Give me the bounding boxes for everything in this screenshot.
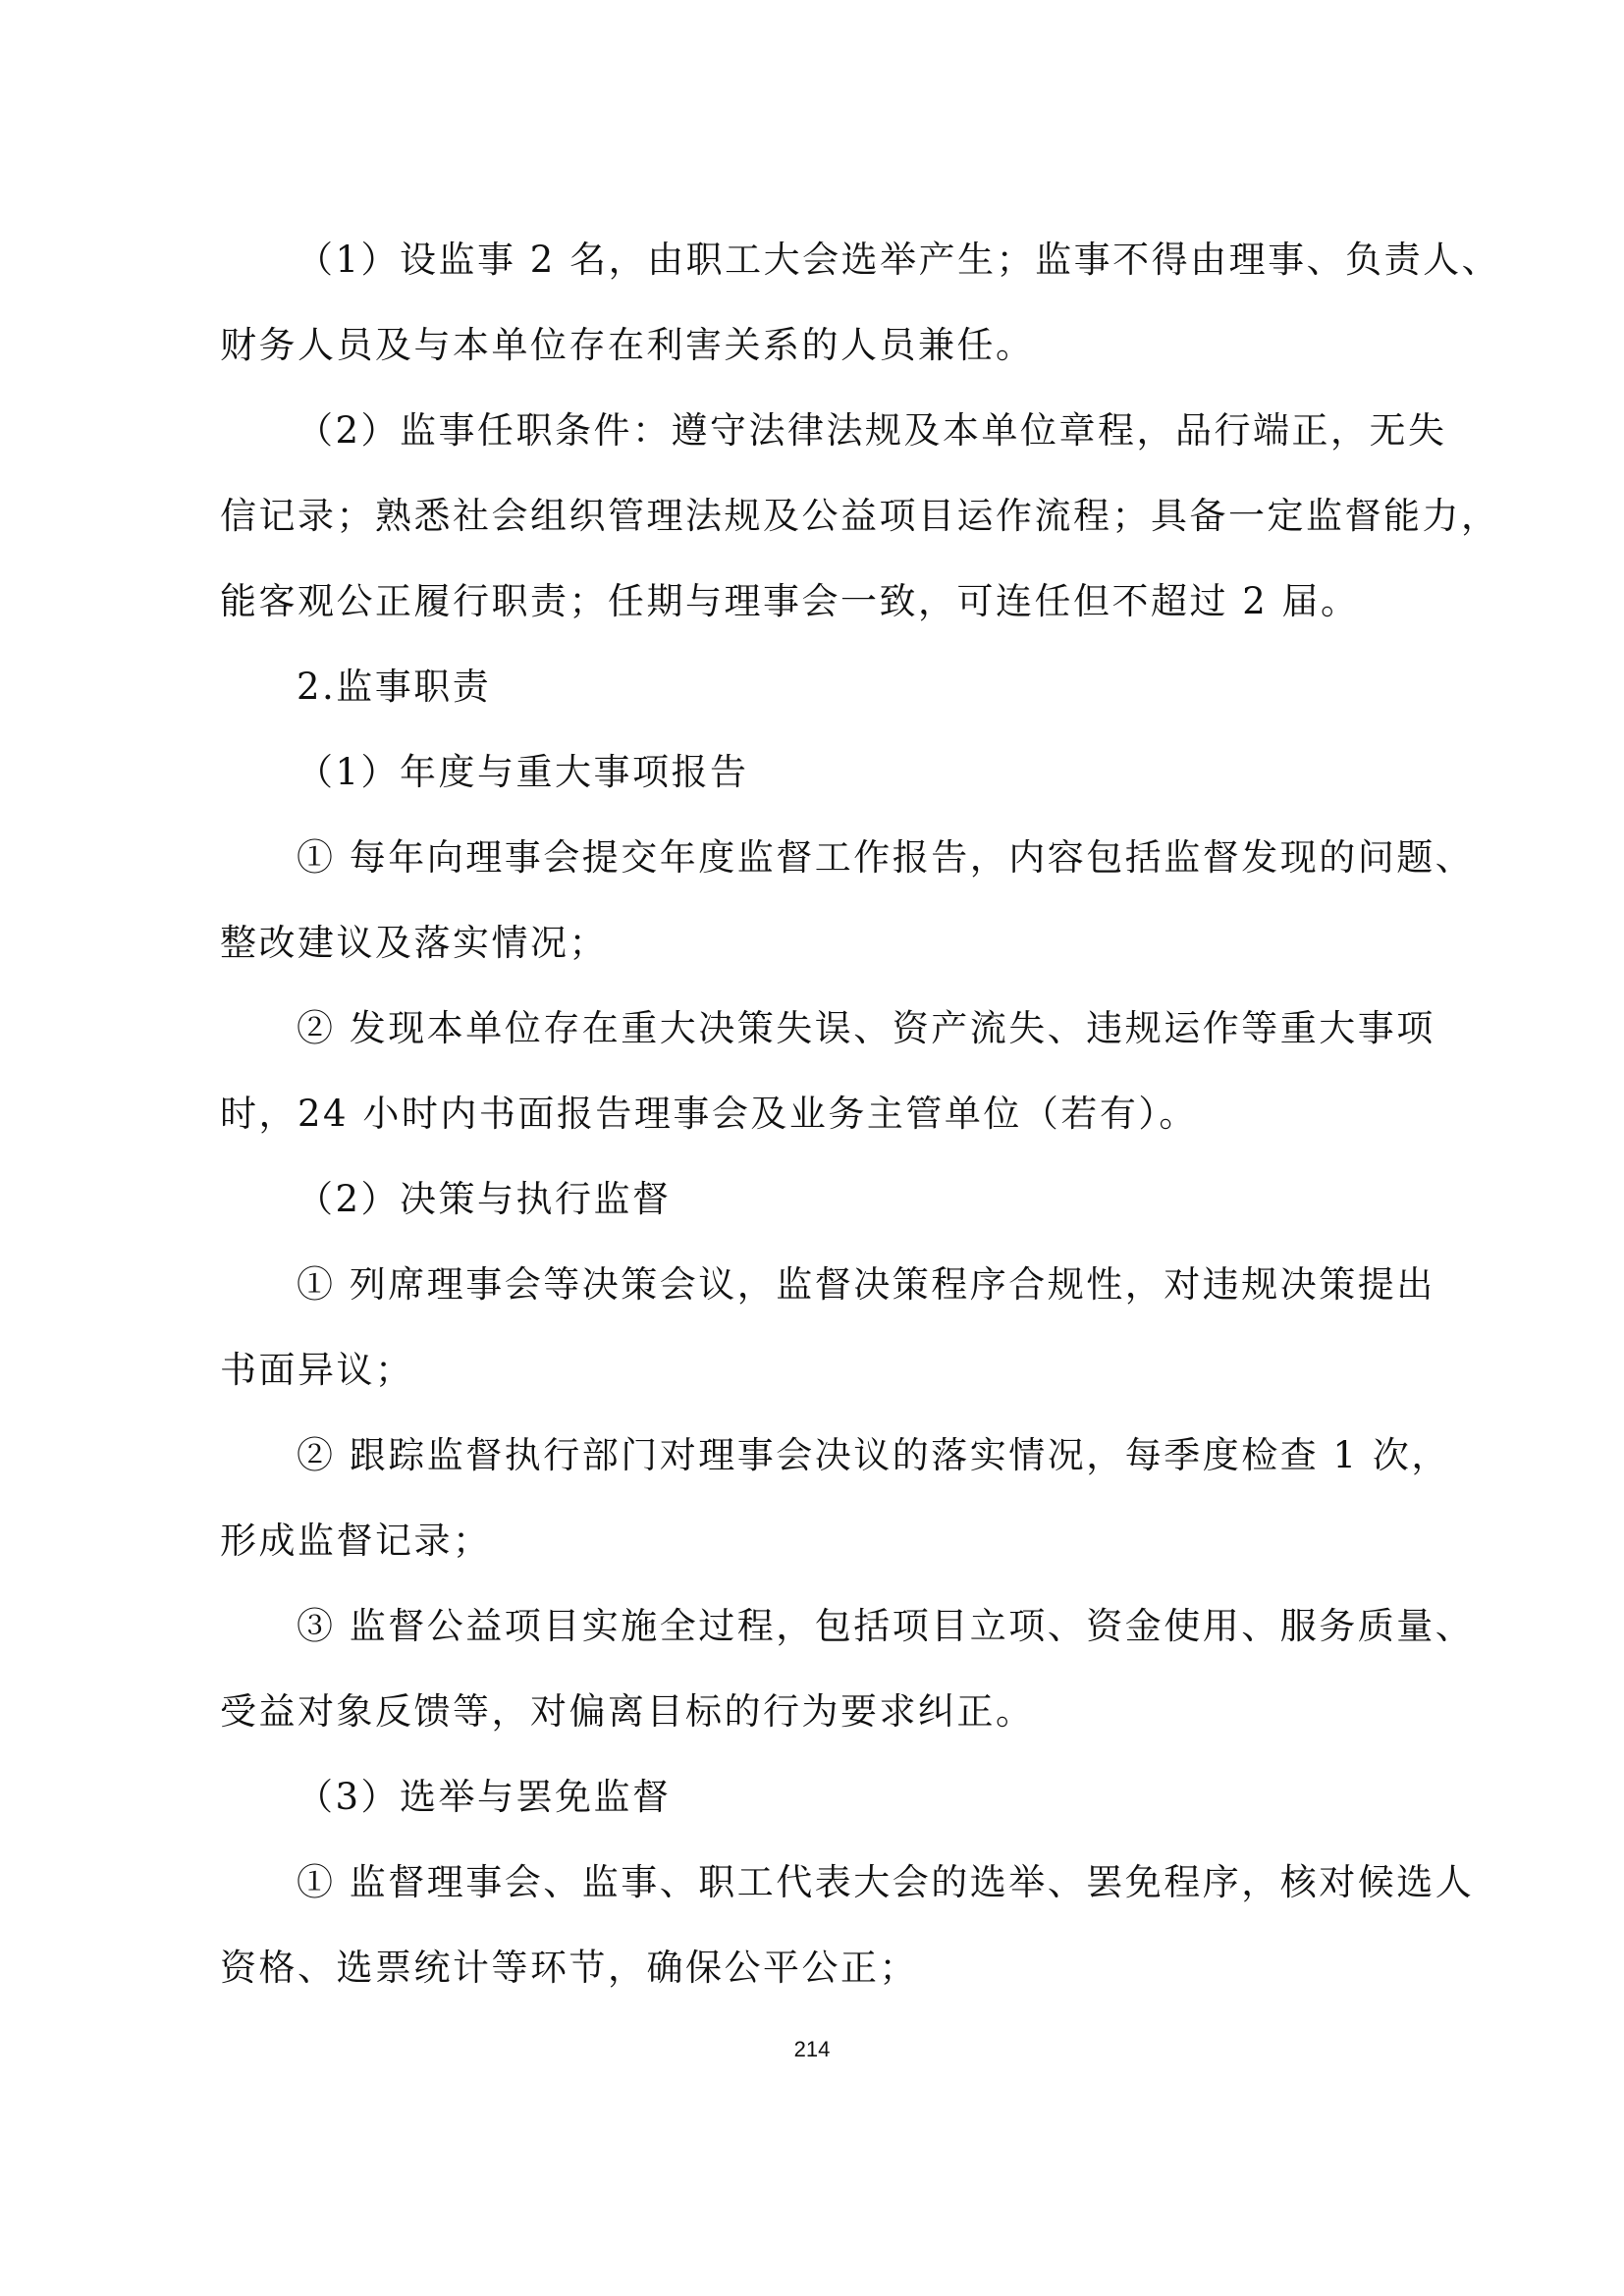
text-line: ① 每年向理事会提交年度监督工作报告，内容包括监督发现的问题、 <box>297 836 1475 879</box>
text-line: ① 列席理事会等决策会议，监督决策程序合规性，对违规决策提出 <box>297 1263 1435 1306</box>
text-line: 能客观公正履行职责；任期与理事会一致，可连任但不超过 2 届。 <box>220 580 1360 622</box>
text-line: 整改建议及落实情况； <box>220 922 608 964</box>
text-line: ② 跟踪监督执行部门对理事会决议的落实情况，每季度检查 1 次， <box>297 1434 1450 1476</box>
text-line: 时，24 小时内书面报告理事会及业务主管单位（若有）。 <box>220 1093 1198 1135</box>
subsection-heading: （2）决策与执行监督 <box>297 1178 672 1220</box>
subsection-heading: （1）年度与重大事项报告 <box>297 751 749 793</box>
text-line: 财务人员及与本单位存在利害关系的人员兼任。 <box>220 324 1035 366</box>
section-heading: 2.监事职责 <box>297 666 492 708</box>
text-line: ① 监督理事会、监事、职工代表大会的选举、罢免程序，核对候选人 <box>297 1861 1475 1903</box>
text-line: 受益对象反馈等，对偏离目标的行为要求纠正。 <box>220 1690 1035 1733</box>
subsection-heading: （3）选举与罢免监督 <box>297 1776 672 1818</box>
text-line: ③ 监督公益项目实施全过程，包括项目立项、资金使用、服务质量、 <box>297 1605 1475 1647</box>
text-line: 形成监督记录； <box>220 1520 492 1562</box>
text-line: （2）监事任职条件：遵守法律法规及本单位章程，品行端正，无失 <box>297 409 1447 452</box>
text-line: ② 发现本单位存在重大决策失误、资产流失、违规运作等重大事项 <box>297 1007 1435 1049</box>
page-number: 214 <box>793 2037 831 2061</box>
text-line: （1）设监事 2 名，由职工大会选举产生；监事不得由理事、负责人、 <box>297 239 1501 281</box>
text-line: 资格、选票统计等环节，确保公平公正； <box>220 1947 918 1989</box>
text-line: 书面异议； <box>220 1349 414 1391</box>
text-line: 信记录；熟悉社会组织管理法规及公益项目运作流程；具备一定监督能力， <box>220 495 1500 537</box>
